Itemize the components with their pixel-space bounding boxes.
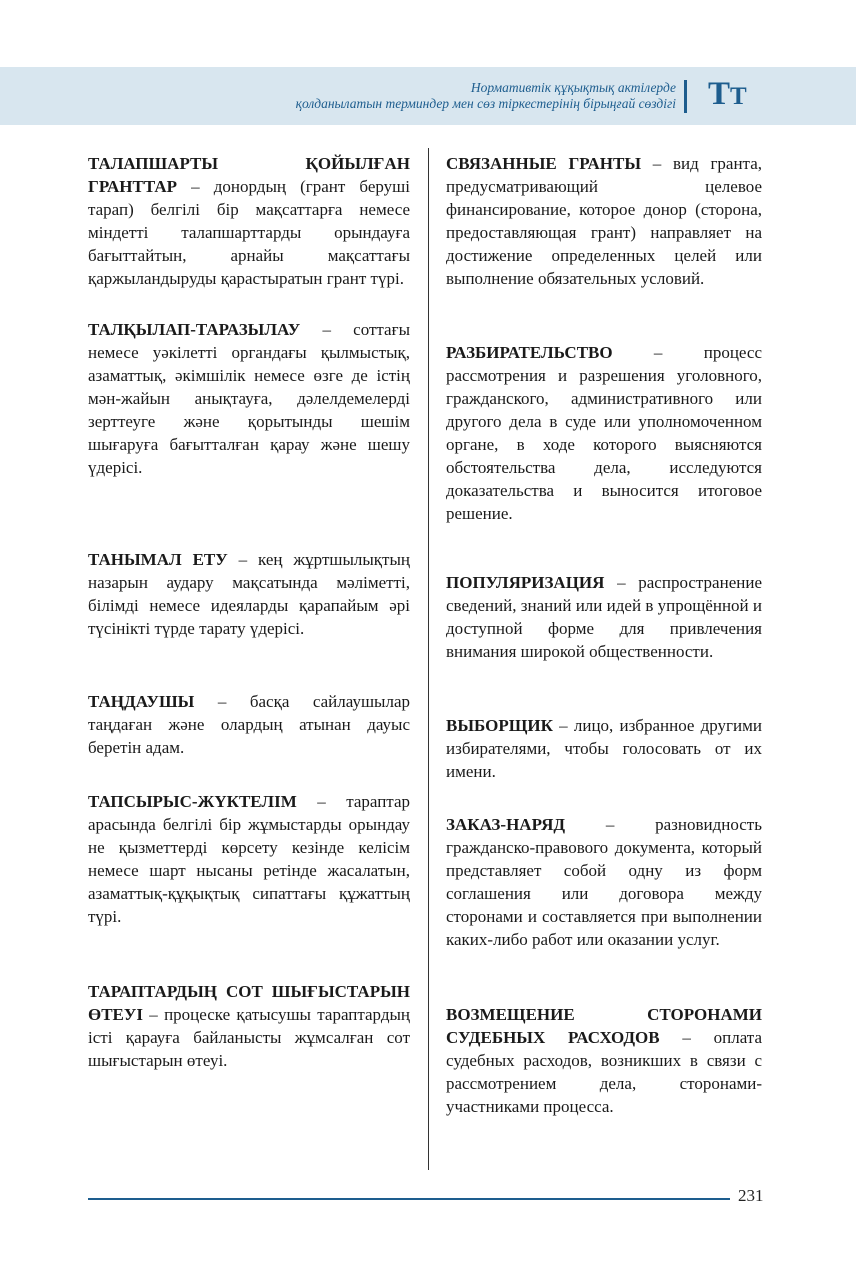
- entry-kk-1: [88, 152, 410, 318]
- entry-definition: – басқа сайлаушылар таңдаған және олардың атынан дауыс беретін адам.: [88, 692, 410, 757]
- entry-term: ТАРАПТАРДЫҢ СОТ ШЫҒЫСТАРЫН ӨТЕУІ: [88, 982, 410, 1024]
- entry-definition: – процесс рассмотрения и разрешения уголовного, гражданского, административного или другого дела в суде или уполномоченном органе, в ходе которого выясняются обстоятельства дела, исследуются доказательства и выносится итоговое решение.: [446, 343, 762, 523]
- entry-term: ВЫБОРЩИК: [446, 716, 553, 735]
- section-letter-small: Т: [730, 83, 747, 110]
- entry-definition: – вид гранта, предусматривающий целевое финансирование, которое донор (сторона, предоставляющая грант) направляет на достижение определенных целей или выполнение обязательных условий.: [446, 154, 762, 288]
- entry-term: ТАПСЫРЫС-ЖҮКТЕЛІМ: [88, 792, 297, 811]
- entry-kk-4: [88, 690, 410, 790]
- entry-kk-2: [88, 318, 410, 548]
- entry-definition: – кең жұртшылықтың назарын аудару мақсатында мәліметті, білімді немесе идеяларды қарапайым әрі түсінікті түрде тарату үдерісі.: [88, 550, 410, 638]
- entry-term: ТАЛҚЫЛАП-ТАРАЗЫЛАУ: [88, 320, 301, 339]
- entry-ru-1: [446, 152, 762, 341]
- entry-ru-5: [446, 813, 762, 1003]
- entry-definition: – донордың (грант беруші тарап) белгілі бір мақсаттарға немесе міндетті талапшарттарды орындауға бағыттайтын, арнайы мақсаттағы қаржыландыруды қарастыратын грант түрі.: [88, 177, 410, 288]
- entry-kk-6: [88, 980, 410, 1072]
- entry-definition: – распространение сведений, знаний или идей в упрощённой и доступной форме для привлечения внимания широкой общественности.: [446, 573, 762, 661]
- header-line-1: Нормативтік құқықтық актілерде: [470, 80, 676, 95]
- entry-ru-3: [446, 571, 762, 714]
- entry-ru-4: [446, 714, 762, 813]
- entry-kk-3: [88, 548, 410, 690]
- section-letter: [708, 74, 747, 117]
- entry-term: СВЯЗАННЫЕ ГРАНТЫ: [446, 154, 642, 173]
- entry-term: РАЗБИРАТЕЛЬСТВО: [446, 343, 613, 362]
- header-divider: [684, 80, 687, 113]
- entry-definition: – процеске қатысушы тараптардың істі қарауға байланысты жұмсалған сот шығыстарын өтеуі.: [88, 1005, 410, 1070]
- kazakh-column: [88, 152, 410, 1072]
- entry-term: ВОЗМЕЩЕНИЕ СТОРОНАМИ СУДЕБНЫХ РАСХОДОВ: [446, 1005, 762, 1047]
- entry-term: ПОПУЛЯРИЗАЦИЯ: [446, 573, 605, 592]
- russian-column: [446, 152, 762, 1118]
- header-line-2: қолданылатын терминдер мен сөз тіркестерінің бірыңғай сөздігі: [295, 96, 676, 111]
- running-header: [296, 80, 676, 112]
- entry-term: ЗАКАЗ-НАРЯД: [446, 815, 566, 834]
- footer-rule: [88, 1198, 730, 1200]
- page-number: 231: [738, 1186, 764, 1205]
- entry-definition: – тараптар арасында белгілі бір жұмыстарды орындау не қызметтерді көрсету кезінде келісім немесе шарт нысаны ретінде жасалатын, азаматтық-құқықтық сипаттағы құжаттың түрі.: [88, 792, 410, 926]
- entry-definition: – лицо, избранное другими избирателями, чтобы голосовать от их имени.: [446, 716, 762, 781]
- section-letter-big: Т: [708, 76, 731, 112]
- column-divider: [428, 148, 429, 1170]
- entry-ru-6: [446, 1003, 762, 1118]
- entry-ru-2: [446, 341, 762, 571]
- entry-term: ТАЛАПШАРТЫ ҚОЙЫЛҒАН ГРАНТТАР: [88, 154, 410, 196]
- entry-definition: – разновидность гражданско-правового документа, который представляет собой одну из форм соглашения или договора между сторонами и составляется при выполнении каких-либо работ или оказании услуг.: [446, 815, 762, 949]
- entry-term: ТАНЫМАЛ ЕТУ: [88, 550, 228, 569]
- entry-term: ТАҢДАУШЫ: [88, 692, 195, 711]
- entry-definition: – оплата судебных расходов, возникших в связи с рассмотрением дела, сторонами-участниками процесса.: [446, 1028, 762, 1116]
- entry-definition: – соттағы немесе уәкілетті органдағы қылмыстық, азаматтық, әкімшілік немесе өзге де істің мән-жайын анықтауға, дәлелдемелерді зерттеуге және қорытынды шешім шығаруға бағытталған қарау және шешу үдерісі.: [88, 320, 410, 477]
- entry-kk-5: [88, 790, 410, 980]
